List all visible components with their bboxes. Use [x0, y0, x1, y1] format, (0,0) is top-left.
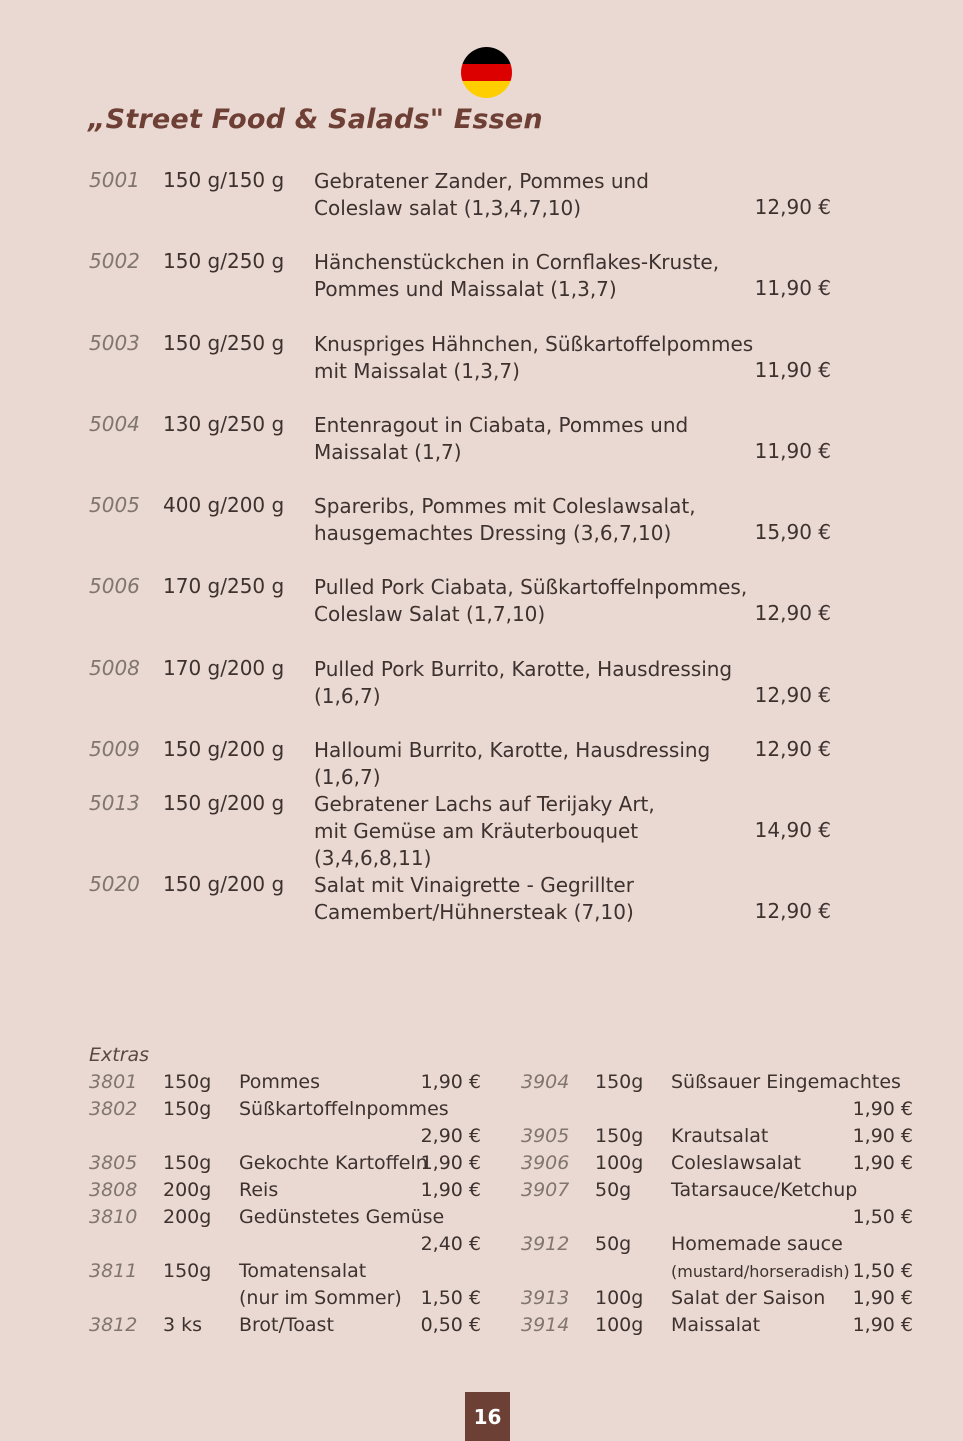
item-description-line: Pommes und Maissalat (1,3,7) — [314, 277, 617, 301]
item-description-line: Spareribs, Pommes mit Coleslawsalat, — [314, 494, 696, 518]
extra-weight: 150g — [163, 1152, 212, 1174]
item-description-line: Entenragout in Ciabata, Pommes und — [314, 413, 689, 437]
item-code: 5009 — [89, 737, 140, 761]
extra-price: 1,90 € — [420, 1071, 481, 1093]
item-code: 5008 — [89, 656, 140, 680]
item-description-line: Gebratener Zander, Pommes und — [314, 169, 649, 193]
extra-note: (mustard/horseradish) — [671, 1262, 850, 1281]
item-description-line: Coleslaw Salat (1,7,10) — [314, 602, 546, 626]
extra-price: 1,90 € — [852, 1098, 913, 1120]
item-code: 5006 — [89, 574, 140, 598]
extra-price: 1,90 € — [852, 1125, 913, 1147]
item-description-line: Maissalat (1,7) — [314, 440, 462, 464]
item-price: 12,90 € — [754, 683, 831, 707]
menu-item — [0, 574, 963, 634]
item-description-line: mit Gemüse am Kräuterbouquet (3,4,6,8,11) — [314, 819, 639, 870]
item-weight: 150 g/250 g — [163, 331, 285, 355]
item-weight: 150 g/150 g — [163, 168, 285, 192]
item-price: 11,90 € — [754, 276, 831, 300]
extra-weight: 150g — [163, 1098, 212, 1120]
item-description — [314, 872, 754, 926]
menu-item — [0, 412, 963, 472]
item-code: 5005 — [89, 493, 140, 517]
item-price: 12,90 € — [754, 601, 831, 625]
extra-weight: 200g — [163, 1179, 212, 1201]
item-code: 5003 — [89, 331, 140, 355]
extra-name: Gedünstetes Gemüse — [239, 1206, 445, 1228]
extra-name: Tatarsauce/Ketchup — [671, 1179, 858, 1201]
item-description — [314, 656, 754, 710]
extra-price: 1,50 € — [852, 1206, 913, 1228]
item-price: 12,90 € — [754, 737, 831, 761]
item-description-line: Halloumi Burrito, Karotte, Hausdressing (1,6,7) — [314, 738, 711, 789]
item-description — [314, 331, 754, 385]
menu-item — [0, 656, 963, 716]
extras-title: Extras — [89, 1044, 150, 1066]
item-code: 5004 — [89, 412, 140, 436]
extra-weight: 100g — [595, 1152, 644, 1174]
extra-price: 1,90 € — [852, 1287, 913, 1309]
extra-weight: 100g — [595, 1287, 644, 1309]
extra-name: Süßsauer Eingemachtes — [671, 1071, 901, 1093]
item-code: 5002 — [89, 249, 140, 273]
menu-item — [0, 737, 963, 797]
extra-name: Gekochte Kartoffeln — [239, 1152, 428, 1174]
extra-code: 3808 — [89, 1179, 138, 1201]
extra-code: 3801 — [89, 1071, 138, 1093]
item-price: 14,90 € — [754, 818, 831, 842]
menu-item — [0, 249, 963, 309]
item-description-line: Knuspriges Hähnchen, Süßkartoffelpommes — [314, 332, 754, 356]
extra-code: 3905 — [521, 1125, 570, 1147]
item-weight: 150 g/200 g — [163, 791, 285, 815]
extra-price: 1,90 € — [420, 1179, 481, 1201]
extra-weight: 150g — [595, 1125, 644, 1147]
item-description-line: Pulled Pork Burrito, Karotte, Hausdressing — [314, 657, 733, 681]
item-weight: 150 g/200 g — [163, 737, 285, 761]
item-description — [314, 249, 754, 303]
extra-price: 2,90 € — [420, 1125, 481, 1147]
item-price: 15,90 € — [754, 520, 831, 544]
extra-name: Brot/Toast — [239, 1314, 334, 1336]
extra-name: Coleslawsalat — [671, 1152, 802, 1174]
menu-item — [0, 791, 963, 870]
item-weight: 170 g/250 g — [163, 574, 285, 598]
extra-weight: 150g — [595, 1071, 644, 1093]
extra-price: 1,50 € — [852, 1260, 913, 1282]
item-price: 11,90 € — [754, 358, 831, 382]
extra-price: 1,90 € — [852, 1152, 913, 1174]
extra-weight: 3 ks — [163, 1314, 203, 1336]
extra-name: Homemade sauce — [671, 1233, 843, 1255]
extra-price: 1,50 € — [420, 1287, 481, 1309]
extra-code: 3810 — [89, 1206, 138, 1228]
menu-item — [0, 331, 963, 391]
item-code: 5020 — [89, 872, 140, 896]
extra-weight: 50g — [595, 1233, 632, 1255]
page-title: „Street Food & Salads" Essen — [88, 104, 543, 135]
item-description — [314, 737, 754, 791]
extra-code: 3812 — [89, 1314, 138, 1336]
item-price: 12,90 € — [754, 899, 831, 923]
item-description-line: Hänchenstückchen in Cornflakes-Kruste, — [314, 250, 720, 274]
extra-code: 3906 — [521, 1152, 570, 1174]
menu-item — [0, 493, 963, 553]
item-weight: 130 g/250 g — [163, 412, 285, 436]
extra-name: Maissalat — [671, 1314, 761, 1336]
item-weight: 400 g/200 g — [163, 493, 285, 517]
extra-name: Süßkartoffelnpommes — [239, 1098, 449, 1120]
item-description-line: (1,6,7) — [314, 684, 381, 708]
extra-name: Pommes — [239, 1071, 321, 1093]
extra-weight: 150g — [163, 1071, 212, 1093]
item-code: 5013 — [89, 791, 140, 815]
item-description — [314, 168, 754, 222]
extra-price: 0,50 € — [420, 1314, 481, 1336]
extra-weight: 150g — [163, 1260, 212, 1282]
extra-name: Reis — [239, 1179, 279, 1201]
extra-weight: 200g — [163, 1206, 212, 1228]
extra-note: (nur im Sommer) — [239, 1287, 402, 1309]
extra-code: 3811 — [89, 1260, 138, 1282]
item-weight: 170 g/200 g — [163, 656, 285, 680]
extra-code: 3805 — [89, 1152, 138, 1174]
extra-code: 3912 — [521, 1233, 570, 1255]
item-description — [314, 791, 754, 872]
menu-item — [0, 168, 963, 228]
extra-code: 3913 — [521, 1287, 570, 1309]
item-price: 11,90 € — [754, 439, 831, 463]
extra-name: Krautsalat — [671, 1125, 769, 1147]
item-code: 5001 — [89, 168, 140, 192]
item-description — [314, 412, 754, 466]
item-price: 12,90 € — [754, 195, 831, 219]
item-description-line: mit Maissalat (1,3,7) — [314, 359, 520, 383]
extra-name: Salat der Saison — [671, 1287, 826, 1309]
extra-code: 3904 — [521, 1071, 570, 1093]
item-weight: 150 g/250 g — [163, 249, 285, 273]
extra-code: 3802 — [89, 1098, 138, 1120]
menu-item — [0, 872, 963, 932]
item-weight: 150 g/200 g — [163, 872, 285, 896]
page-number: 16 — [465, 1392, 510, 1441]
item-description — [314, 493, 754, 547]
extra-price: 1,90 € — [852, 1314, 913, 1336]
extra-price: 1,90 € — [420, 1152, 481, 1174]
extra-code: 3914 — [521, 1314, 570, 1336]
item-description-line: Pulled Pork Ciabata, Süßkartoffelnpommes, — [314, 575, 748, 599]
extra-weight: 50g — [595, 1179, 632, 1201]
item-description-line: Camembert/Hühnersteak (7,10) — [314, 900, 634, 924]
item-description-line: hausgemachtes Dressing (3,6,7,10) — [314, 521, 672, 545]
item-description-line: Gebratener Lachs auf Terijaky Art, — [314, 792, 655, 816]
item-description — [314, 574, 754, 628]
extra-name: Tomatensalat — [239, 1260, 367, 1282]
item-description-line: Coleslaw salat (1,3,4,7,10) — [314, 196, 582, 220]
item-description-line: Salat mit Vinaigrette - Gegrillter — [314, 873, 634, 897]
extra-price: 2,40 € — [420, 1233, 481, 1255]
extra-code: 3907 — [521, 1179, 570, 1201]
extra-weight: 100g — [595, 1314, 644, 1336]
